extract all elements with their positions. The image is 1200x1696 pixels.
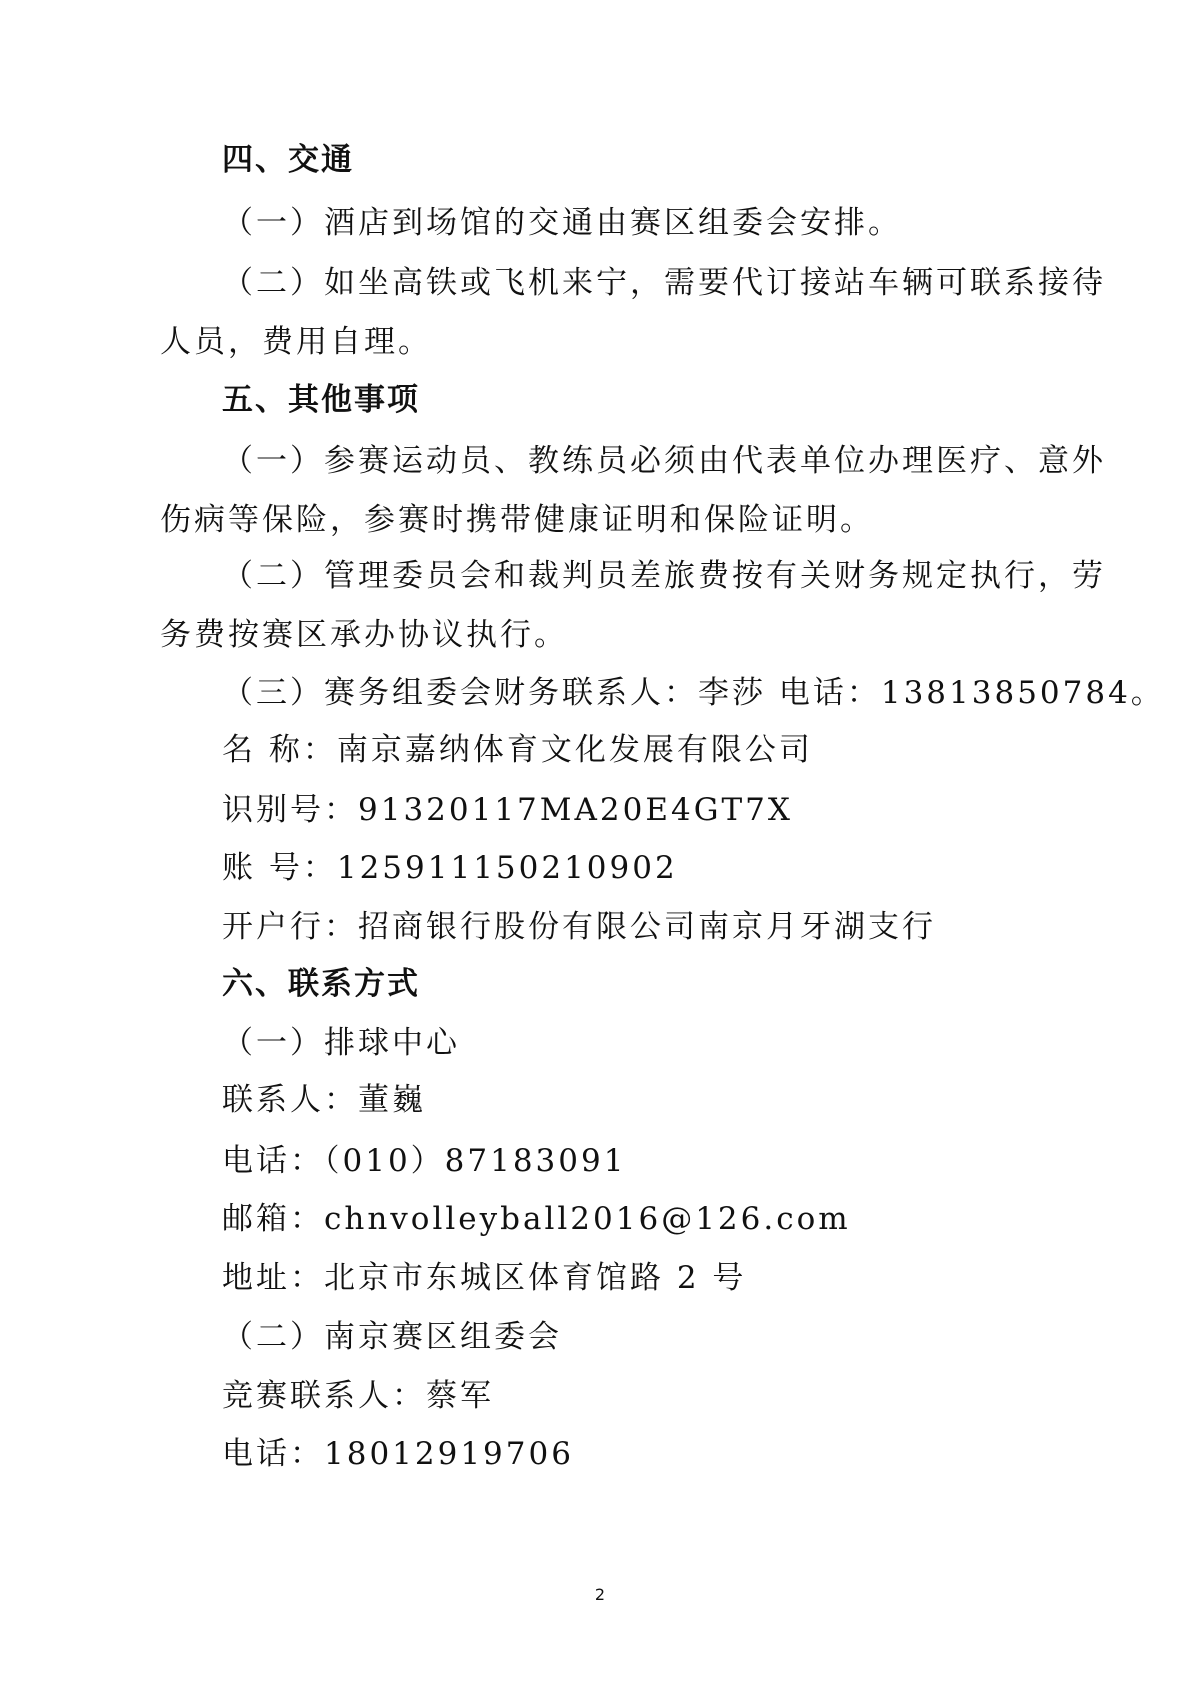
section-4-heading: 四、交通 bbox=[222, 142, 354, 178]
bank-account: 账 号：125911150210902 bbox=[222, 850, 678, 886]
section-4-item-2-line-2: 人员，费用自理。 bbox=[160, 324, 432, 360]
company-name: 名 称：南京嘉纳体育文化发展有限公司 bbox=[222, 732, 813, 768]
section-5-item-1-line-2: 伤病等保险，参赛时携带健康证明和保险证明。 bbox=[160, 502, 874, 538]
nanjing-committee-contact: 竞赛联系人：蔡军 bbox=[222, 1378, 494, 1414]
section-5-heading: 五、其他事项 bbox=[222, 382, 420, 418]
section-6-heading: 六、联系方式 bbox=[222, 966, 420, 1002]
volleyball-center-phone: 电话：（010）87183091 bbox=[222, 1143, 627, 1179]
volleyball-center-title: （一）排球中心 bbox=[222, 1025, 460, 1061]
section-4-item-1: （一）酒店到场馆的交通由赛区组委会安排。 bbox=[222, 205, 902, 241]
nanjing-committee-title: （二）南京赛区组委会 bbox=[222, 1319, 562, 1355]
section-5-item-2-line-1: （二）管理委员会和裁判员差旅费按有关财务规定执行，劳 bbox=[222, 558, 1106, 594]
tax-id: 识别号：91320117MA20E4GT7X bbox=[222, 792, 793, 828]
section-5-item-2-line-2: 务费按赛区承办协议执行。 bbox=[160, 617, 568, 653]
nanjing-committee-phone: 电话：18012919706 bbox=[222, 1436, 574, 1472]
section-4-item-2-line-1: （二）如坐高铁或飞机来宁，需要代订接站车辆可联系接待 bbox=[222, 265, 1106, 301]
volleyball-center-email: 邮箱：chnvolleyball2016@126.com bbox=[222, 1201, 851, 1237]
bank-name: 开户行：招商银行股份有限公司南京月牙湖支行 bbox=[222, 909, 936, 945]
section-5-item-3: （三）赛务组委会财务联系人：李莎 电话：13813850784。 bbox=[222, 675, 1165, 711]
section-5-item-1-line-1: （一）参赛运动员、教练员必须由代表单位办理医疗、意外 bbox=[222, 443, 1106, 479]
volleyball-center-address: 地址：北京市东城区体育馆路 2 号 bbox=[222, 1260, 747, 1296]
volleyball-center-contact: 联系人：董巍 bbox=[222, 1082, 426, 1118]
page-number: 2 bbox=[594, 1585, 606, 1604]
